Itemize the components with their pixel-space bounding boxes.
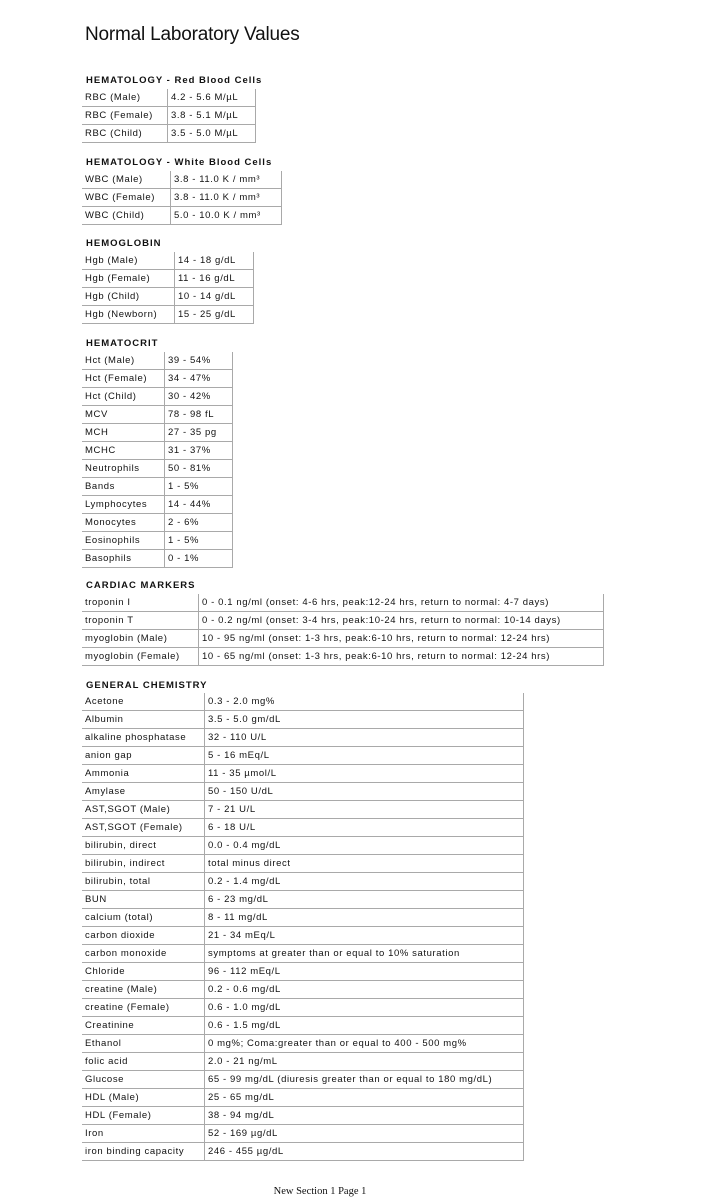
table-row	[82, 729, 524, 747]
table-row	[82, 693, 524, 711]
normal-range-cell: 15 - 25 g/dL	[175, 306, 254, 324]
normal-range-cell: 6 - 23 mg/dL	[205, 891, 524, 909]
normal-range-cell: 0 - 0.2 ng/ml (onset: 3-4 hrs, peak:10-24 hrs, return to normal: 10-14 days)	[199, 612, 604, 630]
table-row	[82, 1071, 524, 1089]
test-name-cell: AST,SGOT (Male)	[82, 801, 205, 819]
test-name-cell: WBC (Female)	[82, 189, 171, 207]
test-name-cell: Bands	[82, 478, 165, 496]
table-hct	[82, 352, 233, 568]
test-name-cell: HDL (Female)	[82, 1107, 205, 1125]
test-name-cell: Albumin	[82, 711, 205, 729]
table-row	[82, 388, 233, 406]
test-name-cell: alkaline phosphatase	[82, 729, 205, 747]
normal-range-cell: 3.8 - 11.0 K / mm³	[171, 189, 282, 207]
test-name-cell: Amylase	[82, 783, 205, 801]
normal-range-cell: 14 - 44%	[165, 496, 233, 514]
table-rbc	[82, 89, 256, 143]
test-name-cell: HDL (Male)	[82, 1089, 205, 1107]
test-name-cell: AST,SGOT (Female)	[82, 819, 205, 837]
table-row	[82, 107, 256, 125]
page-title: Normal Laboratory Values	[85, 24, 300, 45]
table-row	[82, 612, 604, 630]
test-name-cell: Hgb (Female)	[82, 270, 175, 288]
table-row	[82, 89, 256, 107]
test-name-cell: Creatinine	[82, 1017, 205, 1035]
normal-range-cell: 0 - 0.1 ng/ml (onset: 4-6 hrs, peak:12-24 hrs, return to normal: 4-7 days)	[199, 594, 604, 612]
table-row	[82, 594, 604, 612]
test-name-cell: RBC (Male)	[82, 89, 168, 107]
normal-range-cell: 3.8 - 11.0 K / mm³	[171, 171, 282, 189]
table-row	[82, 460, 233, 478]
normal-range-cell: 0.3 - 2.0 mg%	[205, 693, 524, 711]
normal-range-cell: 4.2 - 5.6 M/µL	[168, 89, 256, 107]
page-footer: New Section 1 Page 1	[273, 1186, 367, 1197]
table-row	[82, 406, 233, 424]
test-name-cell: Lymphocytes	[82, 496, 165, 514]
normal-range-cell: 32 - 110 U/L	[205, 729, 524, 747]
normal-range-cell: 2 - 6%	[165, 514, 233, 532]
normal-range-cell: 3.5 - 5.0 gm/dL	[205, 711, 524, 729]
test-name-cell: carbon dioxide	[82, 927, 205, 945]
test-name-cell: troponin T	[82, 612, 199, 630]
normal-range-cell: 0.6 - 1.5 mg/dL	[205, 1017, 524, 1035]
test-name-cell: MCH	[82, 424, 165, 442]
test-name-cell: Hct (Child)	[82, 388, 165, 406]
table-row	[82, 478, 233, 496]
table-row	[82, 352, 233, 370]
normal-range-cell: 0.2 - 1.4 mg/dL	[205, 873, 524, 891]
table-row	[82, 370, 233, 388]
table-row	[82, 532, 233, 550]
normal-range-cell: 1 - 5%	[165, 532, 233, 550]
table-row	[82, 819, 524, 837]
test-name-cell: Eosinophils	[82, 532, 165, 550]
table-row	[82, 765, 524, 783]
normal-range-cell: 31 - 37%	[165, 442, 233, 460]
table-row	[82, 981, 524, 999]
test-name-cell: creatine (Male)	[82, 981, 205, 999]
table-row	[82, 1125, 524, 1143]
table-row	[82, 550, 233, 568]
normal-range-cell: 50 - 81%	[165, 460, 233, 478]
normal-range-cell: 65 - 99 mg/dL (diuresis greater than or equal to 180 mg/dL)	[205, 1071, 524, 1089]
test-name-cell: Iron	[82, 1125, 205, 1143]
table-row	[82, 270, 254, 288]
test-name-cell: Hct (Male)	[82, 352, 165, 370]
test-name-cell: bilirubin, direct	[82, 837, 205, 855]
normal-range-cell: 0.2 - 0.6 mg/dL	[205, 981, 524, 999]
test-name-cell: Hct (Female)	[82, 370, 165, 388]
section-heading-chem: GENERAL CHEMISTRY	[86, 680, 208, 691]
test-name-cell: WBC (Male)	[82, 171, 171, 189]
table-row	[82, 189, 282, 207]
normal-range-cell: 38 - 94 mg/dL	[205, 1107, 524, 1125]
table-row	[82, 1035, 524, 1053]
test-name-cell: Glucose	[82, 1071, 205, 1089]
table-chem	[82, 693, 524, 1161]
normal-range-cell: 3.8 - 5.1 M/µL	[168, 107, 256, 125]
test-name-cell: carbon monoxide	[82, 945, 205, 963]
test-name-cell: WBC (Child)	[82, 207, 171, 225]
table-hgb	[82, 252, 254, 324]
table-row	[82, 1143, 524, 1161]
table-row	[82, 873, 524, 891]
test-name-cell: folic acid	[82, 1053, 205, 1071]
test-name-cell: Acetone	[82, 693, 205, 711]
table-row	[82, 1107, 524, 1125]
normal-range-cell: 1 - 5%	[165, 478, 233, 496]
normal-range-cell: 52 - 169 µg/dL	[205, 1125, 524, 1143]
test-name-cell: Ethanol	[82, 1035, 205, 1053]
table-row	[82, 945, 524, 963]
table-row	[82, 891, 524, 909]
table-row	[82, 207, 282, 225]
table-row	[82, 711, 524, 729]
table-row	[82, 855, 524, 873]
table-row	[82, 424, 233, 442]
table-row	[82, 837, 524, 855]
table-row	[82, 999, 524, 1017]
section-heading-hct: HEMATOCRIT	[86, 338, 159, 349]
normal-range-cell: 10 - 95 ng/ml (onset: 1-3 hrs, peak:6-10 hrs, return to normal: 12-24 hrs)	[199, 630, 604, 648]
normal-range-cell: 11 - 35 µmol/L	[205, 765, 524, 783]
normal-range-cell: total minus direct	[205, 855, 524, 873]
table-row	[82, 252, 254, 270]
normal-range-cell: 246 - 455 µg/dL	[205, 1143, 524, 1161]
test-name-cell: anion gap	[82, 747, 205, 765]
section-heading-hgb: HEMOGLOBIN	[86, 238, 162, 249]
normal-range-cell: 0 - 1%	[165, 550, 233, 568]
normal-range-cell: 10 - 65 ng/ml (onset: 1-3 hrs, peak:6-10 hrs, return to normal: 12-24 hrs)	[199, 648, 604, 666]
table-cardiac	[82, 594, 604, 666]
test-name-cell: Hgb (Male)	[82, 252, 175, 270]
normal-range-cell: 2.0 - 21 ng/mL	[205, 1053, 524, 1071]
table-row	[82, 963, 524, 981]
normal-range-cell: 6 - 18 U/L	[205, 819, 524, 837]
test-name-cell: Hgb (Child)	[82, 288, 175, 306]
test-name-cell: troponin I	[82, 594, 199, 612]
normal-range-cell: 34 - 47%	[165, 370, 233, 388]
test-name-cell: calcium (total)	[82, 909, 205, 927]
test-name-cell: BUN	[82, 891, 205, 909]
table-row	[82, 909, 524, 927]
normal-range-cell: 25 - 65 mg/dL	[205, 1089, 524, 1107]
table-row	[82, 125, 256, 143]
test-name-cell: bilirubin, total	[82, 873, 205, 891]
normal-range-cell: 39 - 54%	[165, 352, 233, 370]
table-wbc	[82, 171, 282, 225]
normal-range-cell: 78 - 98 fL	[165, 406, 233, 424]
test-name-cell: MCV	[82, 406, 165, 424]
test-name-cell: MCHC	[82, 442, 165, 460]
normal-range-cell: 10 - 14 g/dL	[175, 288, 254, 306]
table-row	[82, 747, 524, 765]
table-row	[82, 927, 524, 945]
table-row	[82, 496, 233, 514]
table-row	[82, 1017, 524, 1035]
table-row	[82, 630, 604, 648]
normal-range-cell: 3.5 - 5.0 M/µL	[168, 125, 256, 143]
test-name-cell: RBC (Female)	[82, 107, 168, 125]
normal-range-cell: 8 - 11 mg/dL	[205, 909, 524, 927]
test-name-cell: myoglobin (Male)	[82, 630, 199, 648]
table-row	[82, 171, 282, 189]
normal-range-cell: 14 - 18 g/dL	[175, 252, 254, 270]
section-heading-rbc: HEMATOLOGY - Red Blood Cells	[86, 75, 263, 86]
table-row	[82, 1053, 524, 1071]
table-row	[82, 306, 254, 324]
normal-range-cell: 27 - 35 pg	[165, 424, 233, 442]
test-name-cell: bilirubin, indirect	[82, 855, 205, 873]
test-name-cell: Basophils	[82, 550, 165, 568]
normal-range-cell: 21 - 34 mEq/L	[205, 927, 524, 945]
section-heading-wbc: HEMATOLOGY - White Blood Cells	[86, 157, 273, 168]
table-row	[82, 288, 254, 306]
normal-range-cell: 5 - 16 mEq/L	[205, 747, 524, 765]
test-name-cell: Monocytes	[82, 514, 165, 532]
normal-range-cell: symptoms at greater than or equal to 10% saturation	[205, 945, 524, 963]
normal-range-cell: 0.0 - 0.4 mg/dL	[205, 837, 524, 855]
normal-range-cell: 30 - 42%	[165, 388, 233, 406]
normal-range-cell: 0.6 - 1.0 mg/dL	[205, 999, 524, 1017]
normal-range-cell: 11 - 16 g/dL	[175, 270, 254, 288]
test-name-cell: iron binding capacity	[82, 1143, 205, 1161]
table-row	[82, 1089, 524, 1107]
test-name-cell: Ammonia	[82, 765, 205, 783]
test-name-cell: creatine (Female)	[82, 999, 205, 1017]
table-row	[82, 442, 233, 460]
table-row	[82, 801, 524, 819]
test-name-cell: Chloride	[82, 963, 205, 981]
normal-range-cell: 7 - 21 U/L	[205, 801, 524, 819]
table-row	[82, 648, 604, 666]
test-name-cell: Hgb (Newborn)	[82, 306, 175, 324]
test-name-cell: RBC (Child)	[82, 125, 168, 143]
normal-range-cell: 0 mg%; Coma:greater than or equal to 400 - 500 mg%	[205, 1035, 524, 1053]
normal-range-cell: 50 - 150 U/dL	[205, 783, 524, 801]
normal-range-cell: 96 - 112 mEq/L	[205, 963, 524, 981]
table-row	[82, 514, 233, 532]
test-name-cell: Neutrophils	[82, 460, 165, 478]
table-row	[82, 783, 524, 801]
normal-range-cell: 5.0 - 10.0 K / mm³	[171, 207, 282, 225]
test-name-cell: myoglobin (Female)	[82, 648, 199, 666]
section-heading-cardiac: CARDIAC MARKERS	[86, 580, 196, 591]
